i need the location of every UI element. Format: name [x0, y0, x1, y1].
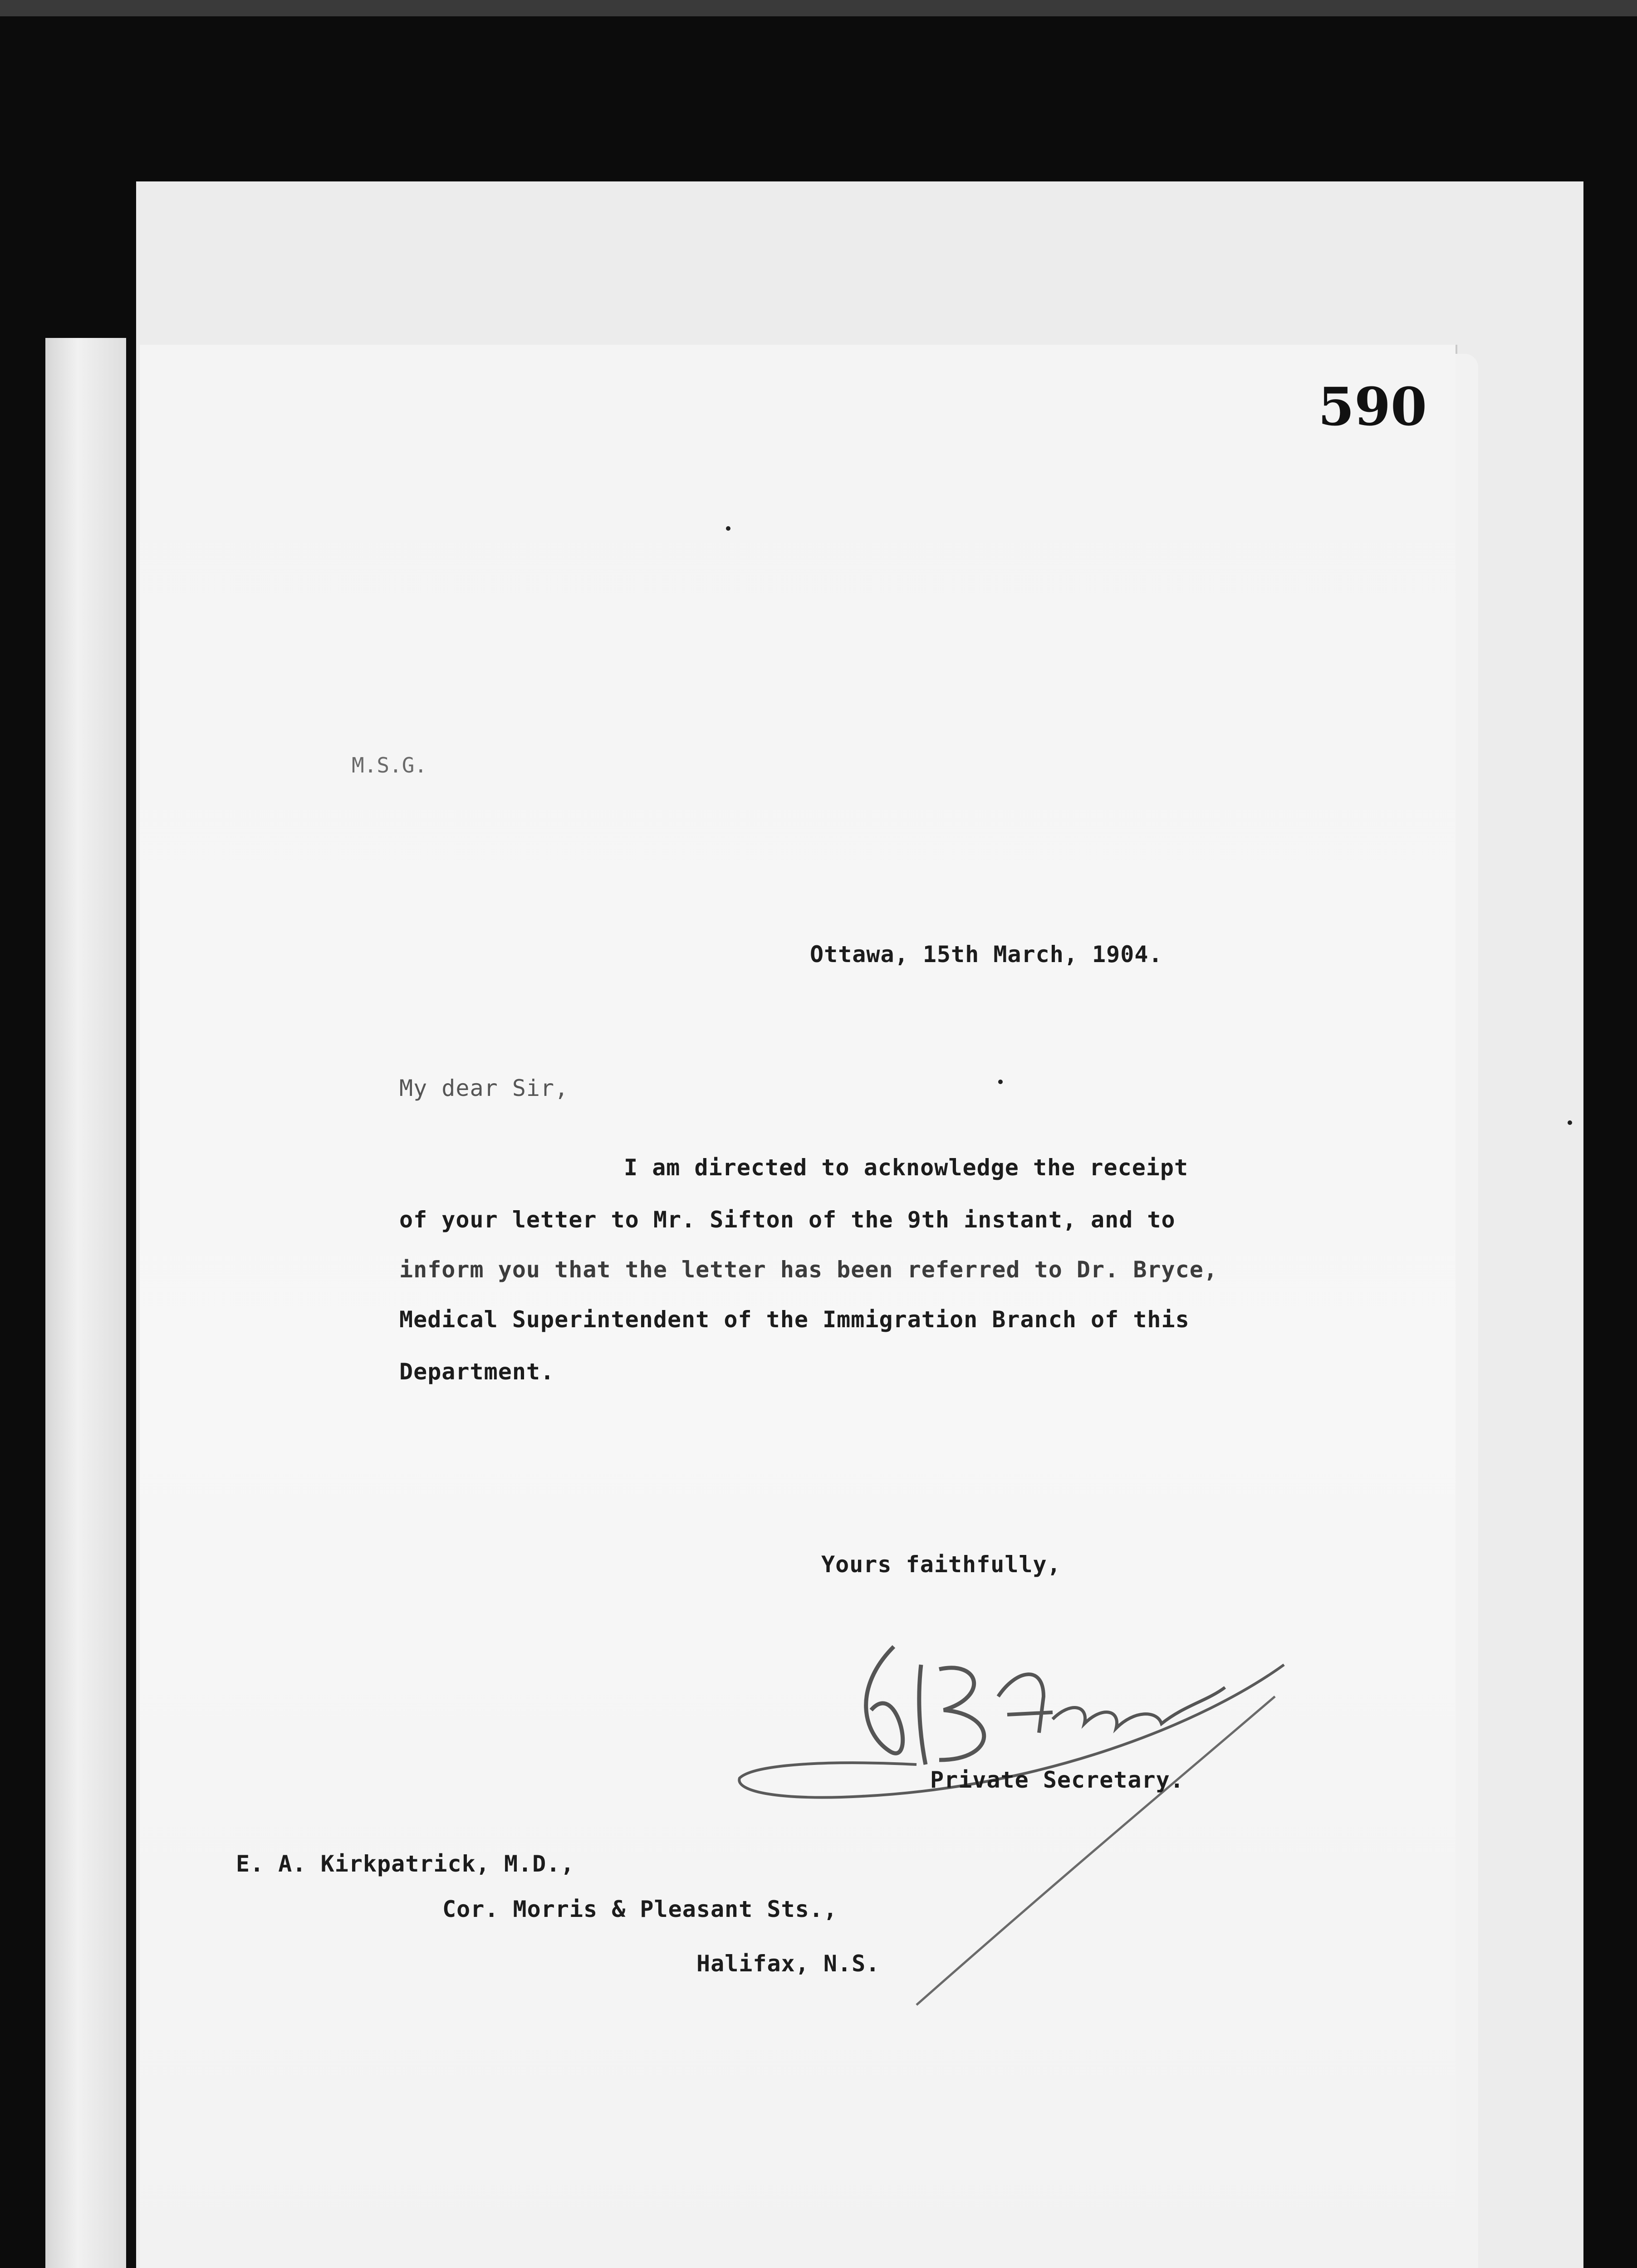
- dust-speck: [998, 1080, 1003, 1084]
- initials: M.S.G.: [352, 753, 427, 777]
- signature-title: Private Secretary.: [930, 1767, 1184, 1793]
- dateline: Ottawa, 15th March, 1904.: [810, 941, 1163, 968]
- body-line-5: Department.: [399, 1359, 555, 1385]
- salutation: My dear Sir,: [399, 1075, 569, 1101]
- body-line-4: Medical Superintendent of the Immigration Branch of this: [399, 1306, 1190, 1333]
- film-frame-top: [0, 0, 1637, 16]
- recipient-name: E. A. Kirkpatrick, M.D.,: [236, 1851, 575, 1877]
- folio-number: 590: [1318, 376, 1427, 438]
- dust-speck: [726, 526, 730, 531]
- closing: Yours faithfully,: [821, 1551, 1061, 1578]
- body-line-2: of your letter to Mr. Sifton of the 9th instant, and to: [399, 1207, 1176, 1233]
- recipient-street: Cor. Morris & Pleasant Sts.,: [442, 1896, 838, 1922]
- recipient-city: Halifax, N.S.: [696, 1950, 880, 1977]
- left-page-edge: [45, 338, 126, 2268]
- body-line-1: I am directed to acknowledge the receipt: [624, 1154, 1189, 1181]
- body-line-3: inform you that the letter has been referred to Dr. Bryce,: [399, 1256, 1218, 1283]
- page-right-edge: [1456, 354, 1478, 2268]
- dust-speck: [1568, 1120, 1572, 1125]
